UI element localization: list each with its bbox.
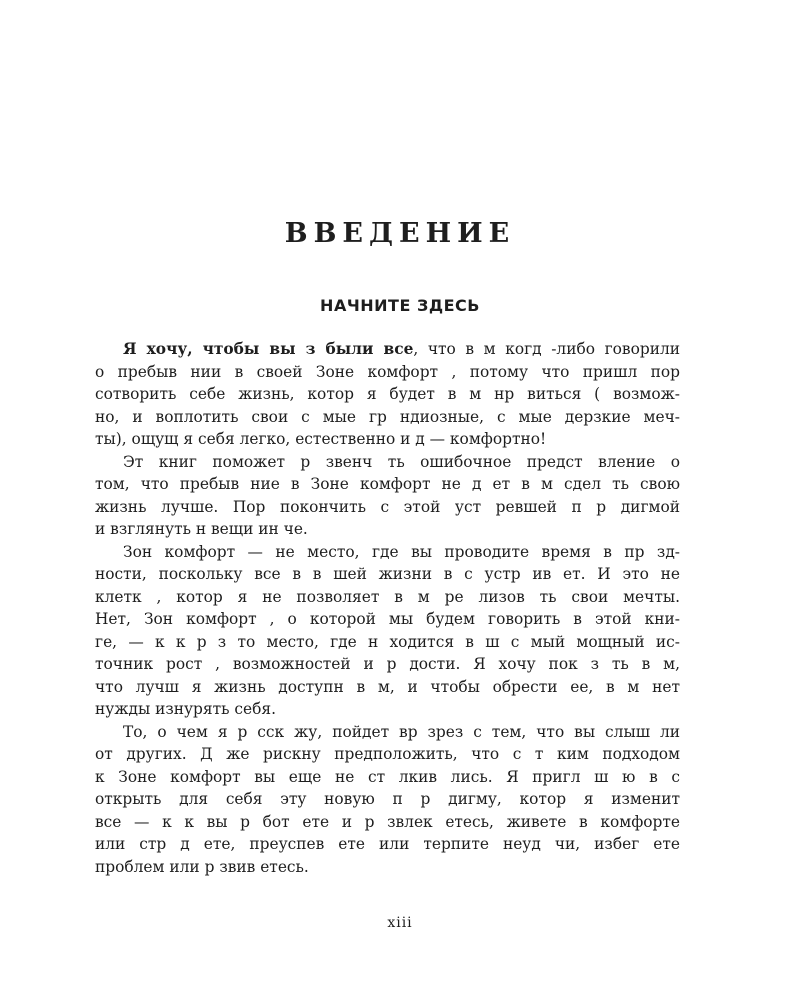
text-line: открыть для себя эту новую п р дигму, котор я изменит (95, 790, 680, 808)
text-line: или стр д ете, преуспев ете или терпите неуд чи, избег ете (95, 835, 680, 853)
text-line (95, 338, 680, 361)
text-line: все — к к вы р бот ете и р звлек етесь, живете в комфорте (95, 812, 680, 831)
text-line: от других. Д же рискну предположить, что с т ким подходом (95, 745, 680, 763)
text-line: о пребыв нии в своей Зоне комфорт , потому что пришл пор (95, 362, 680, 381)
text-line: То, о чем я р сск жу, пойдет вр зрез с тем, что вы слыш ли (123, 722, 680, 741)
page-number: xiii (387, 915, 413, 931)
body-text (95, 338, 680, 878)
lead-emphasis: Я хочу, чтобы вы з были все (123, 340, 414, 358)
text-line: том, что пребыв ние в Зоне комфорт не д ет в м сдел ть свою (95, 475, 680, 493)
text-line: но, и воплотить свои с мые гр ндиозные, с мые дерзкие меч- (95, 407, 680, 426)
chapter-title: ВВЕДЕНИЕ (284, 218, 516, 249)
lead-rest: , что в м когд -либо говорили (413, 340, 680, 358)
text-line: Зон комфорт — не место, где вы проводите время в пр зд- (123, 542, 680, 561)
text-line: клетк , котор я не позволяет в м ре лизов ть свои мечты. (95, 587, 680, 606)
text-line: точник рост , возможностей и р дости. Я хочу пок з ть в м, (95, 655, 680, 673)
text-line: жизнь лучше. Пор покончить с этой уст ревшей п р дигмой (95, 497, 680, 516)
text-line: проблем или р звив етесь. (95, 857, 309, 876)
text-line: что лучш я жизнь доступн в м, и чтобы обрести ее, в м нет (95, 677, 680, 696)
text-line: ности, поскольку все в в шей жизни в с устр ив ет. И это не (95, 565, 680, 583)
text-line: ге, — к к р з то место, где н ходится в ш с мый мощный ис- (95, 632, 680, 651)
text-line: Эт книг поможет р звенч ть ошибочное предст вление о (123, 452, 680, 471)
text-line: нужды изнурять себя. (95, 700, 276, 718)
text-line: к Зоне комфорт вы еще не ст лкив лись. Я пригл ш ю в с (95, 767, 680, 786)
text-line: ты), ощущ я себя легко, естественно и д — комфортно! (95, 430, 547, 448)
text-line: и взглянуть н вещи ин че. (95, 520, 308, 538)
text-line: Нет, Зон комфорт , о которой мы будем говорить в этой кни- (95, 610, 680, 628)
text-line: сотворить себе жизнь, котор я будет в м нр виться ( возмож- (95, 385, 680, 403)
section-title: НАЧНИТЕ ЗДЕСЬ (320, 296, 480, 315)
